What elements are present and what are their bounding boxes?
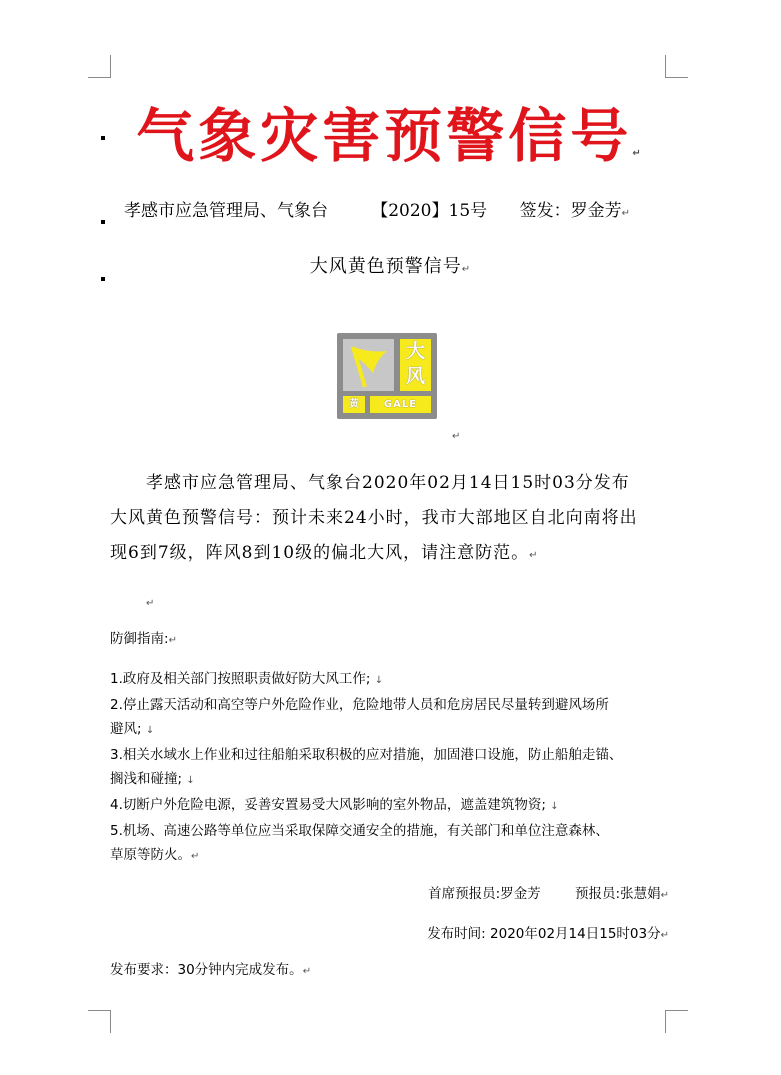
list-item: 5.机场、高速公路等单位应当采取保障交通安全的措施，有关部门和单位注意森林、 <box>110 823 609 839</box>
document-number: 【2020】15号 <box>371 201 488 221</box>
guide-list <box>110 667 680 869</box>
gale-yellow-warning-icon <box>337 333 437 419</box>
list-item: 4.切断户外危险电源，妥善安置易受大风影响的室外物品，遮盖建筑物资; ↓ <box>110 797 559 813</box>
level-label: 黄 <box>343 396 365 413</box>
list-item: 搁浅和碰撞; ↓ <box>110 771 195 787</box>
release-time: 发布时间: 2020年02月14日15时03分↵ <box>427 926 669 942</box>
flag-icon <box>343 339 394 391</box>
list-item: 避风; ↓ <box>110 721 155 737</box>
warning-body: 孝感市应急管理局、气象台2020年02月14日15时03分发布 大风黄色预警信号：预计未来24小时，我市大部地区自北向南将出 现6到7级，阵风8到10级的偏北大风，请注意防范。↵ <box>110 473 638 563</box>
gale-character-panel: 大 风 <box>400 339 431 391</box>
issuer: 孝感市应急管理局、气象台 <box>124 201 328 221</box>
crop-mark-bottom-left <box>88 1010 111 1033</box>
release-requirement: 发布要求：30分钟内完成发布。↵ <box>110 962 312 978</box>
list-item: 草原等防火。↵ <box>110 847 200 863</box>
forecasters-line: 首席预报员:罗金芳 预报员:张慧娟↵ <box>428 886 669 902</box>
signer: 签发：罗金芳 <box>519 201 622 221</box>
list-item: 1.政府及相关部门按照职责做好防大风工作; ↓ <box>110 671 384 687</box>
paragraph-marker <box>101 220 105 224</box>
crop-mark-bottom-right <box>665 1010 688 1033</box>
chief-forecaster: 首席预报员:罗金芳 <box>428 886 541 902</box>
list-item: 2.停止露天活动和高空等户外危险作业，危险地带人员和危房居民尽量转到避风场所 <box>110 697 609 713</box>
signal-title: 大风黄色预警信号↵ <box>309 256 472 277</box>
crop-mark-top-left <box>88 55 111 78</box>
paragraph-mark: ↵ <box>146 598 155 609</box>
issuer-line: 孝感市应急管理局、气象台 【2020】15号 签发：罗金芳↵ <box>124 201 630 221</box>
document-title: 气象灾害预警信号↵ <box>136 102 645 170</box>
list-item: 3.相关水域水上作业和过往船舶采取积极的应对措施，加固港口设施，防止船舶走锚、 <box>110 747 623 763</box>
forecaster: 预报员:张慧娟 <box>575 886 661 902</box>
crop-mark-top-right <box>665 55 688 78</box>
guide-heading: 防御指南:↵ <box>110 631 177 647</box>
paragraph-mark: ↵ <box>452 431 461 442</box>
gale-label: GALE <box>370 396 431 413</box>
